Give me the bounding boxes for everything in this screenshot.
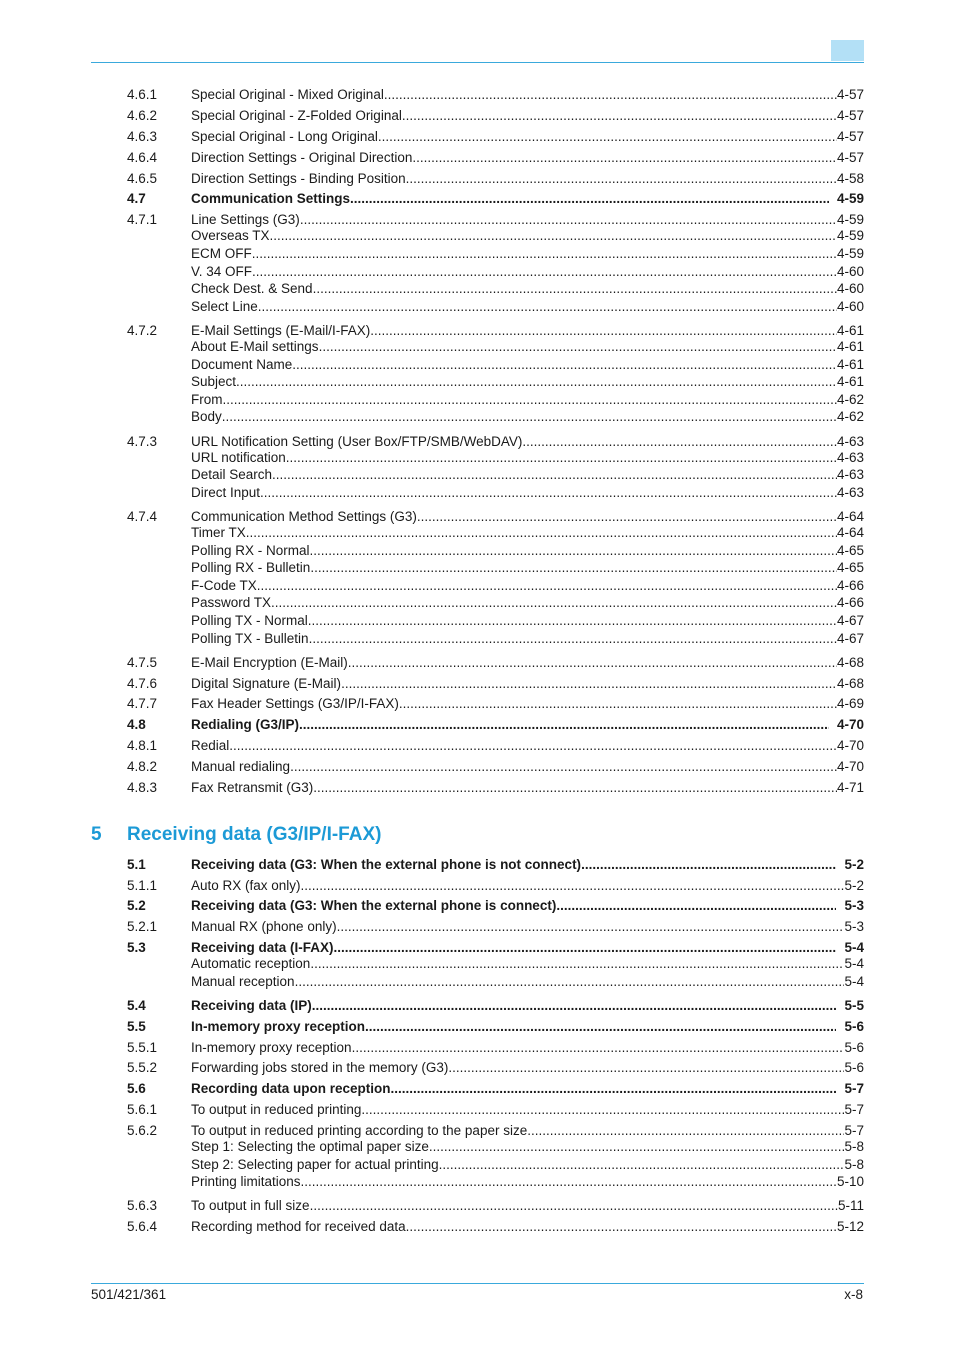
toc-entry-page: 5-3 — [844, 919, 864, 934]
toc-entry-page: 4-57 — [836, 150, 864, 165]
toc-entry-page: 4-62 — [836, 392, 864, 407]
toc-entry[interactable] — [127, 263, 864, 281]
toc-entry[interactable] — [127, 758, 864, 776]
toc-leader-dots — [361, 1101, 844, 1119]
toc-entry-title: Document Name — [191, 357, 293, 372]
toc-entry-number: 5.6.4 — [127, 1219, 158, 1234]
toc-entry-title: Detail Search — [191, 467, 273, 482]
toc-leader-dots — [313, 779, 837, 797]
footer-page-number: x-8 — [844, 1287, 863, 1302]
toc-entry-page: 4-65 — [836, 560, 864, 575]
toc-leader-dots — [272, 466, 837, 484]
toc-entry-number: 4.8.3 — [127, 780, 158, 795]
toc-entry-page: 5-12 — [836, 1219, 864, 1234]
toc-entry-page: 5-6 — [844, 1040, 864, 1055]
toc-entry[interactable] — [127, 356, 864, 374]
toc-entry-number: 5.2.1 — [127, 919, 158, 934]
toc-entry-page: 4-59 — [836, 212, 864, 227]
toc-entry-number: 5.6.3 — [127, 1198, 158, 1213]
toc-entry-title: Redialing (G3/IP) — [191, 717, 300, 732]
toc-entry-number: 4.7 — [127, 191, 146, 206]
toc-entry-number: 4.6.1 — [127, 87, 158, 102]
toc-leader-dots — [301, 1173, 837, 1191]
toc-leader-dots — [246, 524, 837, 542]
toc-leader-dots — [252, 245, 837, 263]
toc-entry-title: To output in reduced printing — [191, 1102, 362, 1117]
toc-leader-dots — [236, 373, 837, 391]
toc-leader-dots — [299, 716, 829, 734]
toc-entry-title: Manual redialing — [191, 759, 291, 774]
toc-entry-title: Overseas TX — [191, 228, 270, 243]
toc-entry[interactable] — [127, 524, 864, 542]
toc-entry-number: 4.8.2 — [127, 759, 158, 774]
toc-entry-title: Polling RX - Bulletin — [191, 560, 311, 575]
toc-entry-page: 4-60 — [836, 299, 864, 314]
toc-entry-page: 4-68 — [836, 655, 864, 670]
toc-entry-title: In-memory proxy reception — [191, 1019, 366, 1034]
toc-leader-dots — [258, 298, 837, 316]
toc-entry-page: 4-57 — [836, 129, 864, 144]
toc-entry-page: 5-7 — [844, 1081, 864, 1096]
toc-entry-page: 4-66 — [836, 578, 864, 593]
toc-entry-number: 4.7.3 — [127, 434, 158, 449]
chapter-number: 5 — [91, 824, 102, 845]
toc-entry-page: 4-63 — [836, 450, 864, 465]
toc-leader-dots — [429, 1138, 845, 1156]
toc-entry-page: 5-4 — [844, 974, 864, 989]
toc-entry-page: 5-4 — [844, 956, 864, 971]
toc-entry[interactable] — [127, 779, 864, 797]
toc-entry[interactable] — [127, 298, 864, 316]
toc-entry-page: 4-59 — [836, 246, 864, 261]
toc-entry-title: Auto RX (fax only) — [191, 878, 301, 893]
toc-entry-title: Receiving data (G3: When the external phone is connect) — [191, 898, 557, 913]
toc-entry-page: 4-69 — [836, 696, 864, 711]
toc-leader-dots — [308, 612, 837, 630]
toc-leader-dots — [257, 577, 837, 595]
toc-entry-title: Timer TX — [191, 525, 246, 540]
toc-entry-page: 5-2 — [844, 857, 864, 872]
toc-entry[interactable] — [127, 997, 864, 1015]
toc-entry-title: Direction Settings - Original Direction — [191, 150, 413, 165]
toc-entry[interactable] — [127, 594, 864, 612]
toc-entry-title: Line Settings (G3) — [191, 212, 300, 227]
toc-entry-page: 4-60 — [836, 264, 864, 279]
toc-entry-title: Special Original - Mixed Original — [191, 87, 384, 102]
toc-entry[interactable] — [127, 542, 864, 560]
toc-entry-number: 4.6.3 — [127, 129, 158, 144]
toc-entry[interactable] — [127, 1197, 864, 1215]
toc-entry-page: 4-63 — [836, 467, 864, 482]
toc-entry-number: 5.5.1 — [127, 1040, 158, 1055]
toc-entry-page: 5-8 — [844, 1139, 864, 1154]
toc-entry-number: 4.8 — [127, 717, 146, 732]
toc-entry[interactable] — [127, 149, 864, 167]
toc-entry-page: 4-63 — [836, 434, 864, 449]
toc-entry-title: Polling TX - Bulletin — [191, 631, 309, 646]
toc-leader-dots — [348, 654, 837, 672]
toc-entry-number: 5.5.2 — [127, 1060, 158, 1075]
toc-entry[interactable] — [127, 1080, 864, 1098]
toc-entry-page: 4-59 — [836, 191, 864, 206]
toc-entry-page: 4-68 — [836, 676, 864, 691]
toc-leader-dots — [378, 128, 837, 146]
toc-entry[interactable] — [127, 897, 864, 915]
toc-entry[interactable] — [127, 338, 864, 356]
toc-entry[interactable] — [127, 280, 864, 298]
toc-leader-dots — [309, 630, 837, 648]
toc-entry-title: E-Mail Encryption (E-Mail) — [191, 655, 348, 670]
toc-entry[interactable] — [127, 737, 864, 755]
toc-entry-page: 4-71 — [836, 780, 864, 795]
toc-leader-dots — [292, 356, 837, 374]
toc-entry-number: 4.7.6 — [127, 676, 158, 691]
toc-entry-title: Automatic reception — [191, 956, 311, 971]
header-rule — [91, 62, 864, 63]
toc-leader-dots — [271, 594, 837, 612]
toc-entry-title: To output in full size — [191, 1198, 310, 1213]
toc-entry-number: 4.7.2 — [127, 323, 158, 338]
toc-leader-dots — [310, 1197, 838, 1215]
toc-leader-dots — [260, 484, 837, 502]
toc-entry-title: Forwarding jobs stored in the memory (G3) — [191, 1060, 449, 1075]
toc-leader-dots — [223, 391, 837, 409]
toc-leader-dots — [439, 1156, 845, 1174]
toc-entry[interactable] — [127, 918, 864, 936]
toc-leader-dots — [222, 408, 837, 426]
toc-entry-page: 5-6 — [844, 1060, 864, 1075]
toc-entry-page: 4-70 — [836, 717, 864, 732]
toc-entry-page: 4-70 — [836, 738, 864, 753]
footer-rule — [91, 1283, 864, 1284]
toc-leader-dots — [310, 559, 837, 577]
toc-entry[interactable] — [127, 973, 864, 991]
toc-leader-dots — [352, 1039, 845, 1057]
toc-entry-number: 5.6.2 — [127, 1123, 158, 1138]
toc-entry-title: Fax Retransmit (G3) — [191, 780, 314, 795]
toc-entry[interactable] — [127, 484, 864, 502]
toc-entry-number: 4.7.4 — [127, 509, 158, 524]
toc-entry-page: 4-64 — [836, 525, 864, 540]
toc-leader-dots — [399, 695, 837, 713]
toc-entry-title: F-Code TX — [191, 578, 257, 593]
toc-leader-dots — [295, 973, 845, 991]
toc-entry-title: Communication Method Settings (G3) — [191, 509, 417, 524]
toc-entry-title: Manual reception — [191, 974, 295, 989]
toc-leader-dots — [341, 675, 837, 693]
toc-entry[interactable] — [127, 466, 864, 484]
toc-entry[interactable] — [127, 245, 864, 263]
toc-entry[interactable] — [127, 449, 864, 467]
toc-entry-page: 4-61 — [836, 323, 864, 338]
toc-entry-number: 4.6.4 — [127, 150, 158, 165]
toc-entry-page: 4-62 — [836, 409, 864, 424]
toc-entry-title: Receiving data (IP) — [191, 998, 312, 1013]
toc-entry-title: Special Original - Long Original — [191, 129, 378, 144]
toc-entry-page: 5-10 — [836, 1174, 864, 1189]
toc-entry-title: Special Original - Z-Folded Original — [191, 108, 402, 123]
toc-entry-title: Step 1: Selecting the optimal paper size — [191, 1139, 429, 1154]
toc-entry-page: 5-8 — [844, 1157, 864, 1172]
toc-entry-title: Polling RX - Normal — [191, 543, 310, 558]
toc-entry-title: Subject — [191, 374, 237, 389]
toc-entry-title: Direction Settings - Binding Position — [191, 171, 406, 186]
toc-entry-title: To output in reduced printing according to the paper size — [191, 1123, 528, 1138]
toc-entry-page: 4-61 — [836, 374, 864, 389]
toc-entry-page: 4-70 — [836, 759, 864, 774]
toc-leader-dots — [286, 449, 837, 467]
toc-entry-title: URL notification — [191, 450, 286, 465]
toc-entry-page: 5-6 — [844, 1019, 864, 1034]
toc-entry-number: 4.6.5 — [127, 171, 158, 186]
toc-entry-page: 5-7 — [844, 1123, 864, 1138]
toc-entry-title: Polling TX - Normal — [191, 613, 308, 628]
toc-entry[interactable] — [127, 1156, 864, 1174]
toc-leader-dots — [229, 737, 837, 755]
chapter-title: Receiving data (G3/IP/I-FAX) — [127, 824, 382, 845]
toc-entry[interactable] — [127, 577, 864, 595]
toc-entry[interactable] — [127, 1138, 864, 1156]
toc-entry-number: 4.8.1 — [127, 738, 158, 753]
toc-entry-number: 5.6.1 — [127, 1102, 158, 1117]
toc-entry[interactable] — [127, 695, 864, 713]
toc-entry-page: 4-67 — [836, 631, 864, 646]
toc-entry[interactable] — [127, 1101, 864, 1119]
toc-entry-number: 4.6.2 — [127, 108, 158, 123]
toc-entry-page: 5-7 — [844, 1102, 864, 1117]
toc-entry-number: 5.1.1 — [127, 878, 158, 893]
footer-model: 501/421/361 — [91, 1287, 167, 1302]
toc-leader-dots — [337, 918, 845, 936]
toc-entry[interactable] — [127, 190, 864, 208]
toc-entry[interactable] — [127, 86, 864, 104]
toc-leader-dots — [406, 1218, 837, 1236]
toc-entry-page: 4-63 — [836, 485, 864, 500]
toc-entry[interactable] — [127, 227, 864, 245]
toc-leader-dots — [270, 227, 837, 245]
toc-entry-page: 4-61 — [836, 357, 864, 372]
toc-entry-title: Digital Signature (E-Mail) — [191, 676, 342, 691]
toc-entry[interactable] — [127, 716, 864, 734]
toc-entry[interactable] — [127, 1218, 864, 1236]
toc-entry-page: 4-61 — [836, 339, 864, 354]
toc-leader-dots — [310, 955, 844, 973]
toc-entry[interactable] — [127, 955, 864, 973]
toc-entry-title: Recording method for received data — [191, 1219, 406, 1234]
toc-entry[interactable] — [127, 170, 864, 188]
toc-entry-page: 5-11 — [837, 1198, 864, 1213]
toc-leader-dots — [313, 280, 837, 298]
toc-entry[interactable] — [127, 1039, 864, 1057]
toc-entry-title: Communication Settings — [191, 191, 351, 206]
toc-entry-title: Password TX — [191, 595, 272, 610]
toc-entry-number: 5.2 — [127, 898, 146, 913]
toc-entry-title: Step 2: Selecting paper for actual printing — [191, 1157, 439, 1172]
toc-entry-title: Check Dest. & Send — [191, 281, 313, 296]
toc-leader-dots — [412, 149, 837, 167]
toc-entry-page: 5-2 — [844, 878, 864, 893]
toc-entry-page: 4-57 — [836, 108, 864, 123]
toc-entry-page: 4-66 — [836, 595, 864, 610]
toc-leader-dots — [391, 1080, 837, 1098]
toc-entry-title: Receiving data (I-FAX) — [191, 940, 334, 955]
toc-leader-dots — [365, 1018, 836, 1036]
toc-leader-dots — [556, 897, 836, 915]
toc-leader-dots — [312, 997, 837, 1015]
toc-leader-dots — [384, 86, 837, 104]
toc-entry[interactable] — [127, 630, 864, 648]
toc-entry-page: 4-59 — [836, 228, 864, 243]
toc-entry[interactable] — [127, 1059, 864, 1077]
toc-entry-page: 4-64 — [836, 509, 864, 524]
toc-leader-dots — [350, 190, 829, 208]
toc-entry-number: 4.7.7 — [127, 696, 158, 711]
toc-entry[interactable] — [127, 612, 864, 630]
toc-leader-dots — [406, 170, 837, 188]
toc-leader-dots — [301, 877, 845, 895]
toc-entry-page: 5-3 — [844, 898, 864, 913]
toc-entry[interactable] — [127, 391, 864, 409]
toc-leader-dots — [581, 856, 836, 874]
toc-entry-title: E-Mail Settings (E-Mail/I-FAX) — [191, 323, 371, 338]
toc-entry-page: 5-5 — [844, 998, 864, 1013]
toc-entry-page: 4-57 — [836, 87, 864, 102]
toc-entry-title: In-memory proxy reception — [191, 1040, 352, 1055]
toc-entry-title: Printing limitations — [191, 1174, 301, 1189]
toc-entry-title: Direct Input — [191, 485, 261, 500]
toc-entry[interactable] — [127, 877, 864, 895]
toc-entry-title: ECM OFF — [191, 246, 252, 261]
toc-entry-number: 5.1 — [127, 857, 146, 872]
toc-entry-title: Recording data upon reception — [191, 1081, 391, 1096]
toc-entry-number: 5.6 — [127, 1081, 146, 1096]
toc-entry-page: 4-67 — [836, 613, 864, 628]
toc-entry[interactable] — [127, 675, 864, 693]
toc-entry[interactable] — [127, 1018, 864, 1036]
toc-entry-number: 5.5 — [127, 1019, 146, 1034]
toc-entry[interactable] — [127, 373, 864, 391]
toc-entry[interactable] — [127, 128, 864, 146]
toc-entry-page: 4-60 — [836, 281, 864, 296]
toc-entry-title: Redial — [191, 738, 230, 753]
toc-leader-dots — [402, 107, 837, 125]
toc-entry-title: Manual RX (phone only) — [191, 919, 337, 934]
toc-entry-title: Body — [191, 409, 222, 424]
toc-entry-number: 4.7.1 — [127, 212, 158, 227]
toc-entry-number: 4.7.5 — [127, 655, 158, 670]
toc-entry[interactable] — [127, 408, 864, 426]
toc-entry[interactable] — [127, 107, 864, 125]
toc-entry-page: 4-65 — [836, 543, 864, 558]
toc-entry[interactable] — [127, 856, 864, 874]
toc-leader-dots — [448, 1059, 844, 1077]
toc-entry-title: Receiving data (G3: When the external phone is not connect) — [191, 857, 582, 872]
toc-leader-dots — [319, 338, 837, 356]
toc-entry-title: V. 34 OFF — [191, 264, 253, 279]
toc-leader-dots — [290, 758, 837, 776]
toc-entry-title: About E-Mail settings — [191, 339, 319, 354]
toc-entry-title: Fax Header Settings (G3/IP/I-FAX) — [191, 696, 399, 711]
toc-entry[interactable] — [127, 1173, 864, 1191]
toc-entry-page: 4-58 — [836, 171, 864, 186]
toc-entry-number: 5.4 — [127, 998, 146, 1013]
toc-leader-dots — [310, 542, 837, 560]
toc-leader-dots — [252, 263, 837, 281]
toc-entry[interactable] — [127, 654, 864, 672]
toc-entry-title: Select Line — [191, 299, 258, 314]
toc-entry-number: 5.3 — [127, 940, 146, 955]
toc-entry-page: 5-4 — [844, 940, 864, 955]
toc-entry-title: From — [191, 392, 223, 407]
toc-entry[interactable] — [127, 559, 864, 577]
toc-entry-title: URL Notification Setting (User Box/FTP/SMB/WebDAV) — [191, 434, 523, 449]
header-tab-marker — [831, 40, 864, 61]
